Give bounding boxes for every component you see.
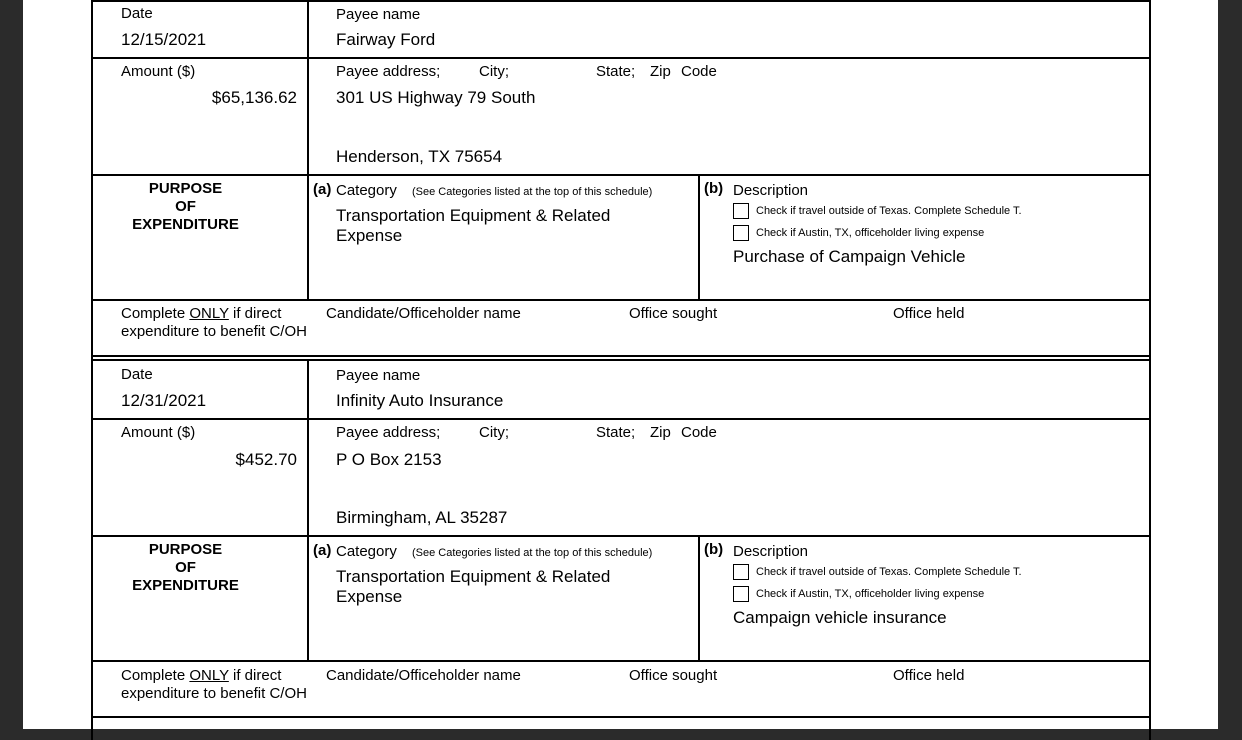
payee-name-value: Infinity Auto Insurance — [336, 391, 504, 410]
expenditure-word: EXPENDITURE — [132, 216, 239, 233]
address-line2: Henderson, TX 75654 — [336, 147, 503, 166]
payee-address-label: Payee address; — [336, 424, 441, 441]
date-value: 12/15/2021 — [121, 30, 207, 49]
purpose-heading — [93, 180, 278, 234]
office-held-label: Office held — [893, 667, 965, 684]
category-line2: Expense — [336, 587, 403, 606]
zip-label: Zip — [650, 63, 671, 80]
purpose-word: PURPOSE — [148, 541, 223, 558]
office-held-label: Office held — [893, 305, 965, 322]
purpose-heading — [93, 541, 278, 595]
travel-checkbox-label: Check if travel outside of Texas. Complete Schedule T. — [756, 566, 1022, 578]
amount-value: $65,136.62 — [211, 88, 297, 107]
category-line2: Expense — [336, 226, 403, 245]
state-label: State; — [596, 424, 636, 441]
description-label: Description — [733, 182, 809, 199]
expenditure-form — [91, 0, 1151, 740]
category-line1: Transportation Equipment & Related — [336, 567, 611, 586]
category-label: Category — [336, 543, 397, 560]
only-word: ONLY — [189, 667, 229, 684]
austin-checkbox[interactable] — [733, 586, 749, 602]
benefit-text: expenditure to benefit C/OH — [121, 685, 307, 702]
travel-checkbox[interactable] — [733, 203, 749, 219]
complete-word: Complete — [121, 305, 186, 322]
category-note: (See Categories listed at the top of this schedule) — [412, 186, 653, 198]
travel-checkbox[interactable] — [733, 564, 749, 580]
category-note: (See Categories listed at the top of this schedule) — [412, 547, 653, 559]
if-direct-word: if direct — [233, 667, 282, 684]
description-b-marker: (b) — [704, 180, 724, 197]
state-label: State; — [596, 63, 636, 80]
city-label: City; — [479, 63, 509, 80]
amount-label: Amount ($) — [121, 63, 196, 80]
entry-divider — [93, 355, 1149, 361]
address-line1: P O Box 2153 — [336, 450, 442, 469]
office-sought-label: Office sought — [629, 667, 718, 684]
office-sought-label: Office sought — [629, 305, 718, 322]
category-a-marker: (a) — [313, 542, 332, 559]
city-label: City; — [479, 424, 509, 441]
austin-checkbox[interactable] — [733, 225, 749, 241]
code-label: Code — [681, 63, 717, 80]
zip-label: Zip — [650, 424, 671, 441]
expenditure-word: EXPENDITURE — [132, 577, 239, 594]
purpose-word: PURPOSE — [148, 180, 223, 197]
payee-name-label: Payee name — [336, 6, 421, 23]
candidate-label: Candidate/Officeholder name — [326, 667, 521, 684]
of-word: OF — [175, 198, 196, 215]
austin-checkbox-label: Check if Austin, TX, officeholder living expense — [756, 588, 985, 600]
description-value: Campaign vehicle insurance — [733, 608, 947, 627]
category-label: Category — [336, 182, 397, 199]
description-label: Description — [733, 543, 809, 560]
complete-only-text — [121, 305, 281, 322]
date-label: Date — [121, 5, 153, 22]
category-a-marker: (a) — [313, 181, 332, 198]
travel-checkbox-label: Check if travel outside of Texas. Complete Schedule T. — [756, 205, 1022, 217]
description-value: Purchase of Campaign Vehicle — [733, 247, 966, 266]
code-label: Code — [681, 424, 717, 441]
candidate-label: Candidate/Officeholder name — [326, 305, 521, 322]
of-word: OF — [175, 559, 196, 576]
payee-address-label: Payee address; — [336, 63, 441, 80]
only-word: ONLY — [189, 305, 229, 322]
date-value: 12/31/2021 — [121, 391, 207, 410]
description-b-marker: (b) — [704, 541, 724, 558]
date-label: Date — [121, 366, 153, 383]
category-line1: Transportation Equipment & Related — [336, 206, 611, 225]
complete-word: Complete — [121, 667, 186, 684]
address-line2: Birmingham, AL 35287 — [336, 508, 508, 527]
payee-name-value: Fairway Ford — [336, 30, 436, 49]
address-line1: 301 US Highway 79 South — [336, 88, 536, 107]
amount-value: $452.70 — [235, 450, 297, 469]
complete-only-text — [121, 667, 281, 684]
benefit-text: expenditure to benefit C/OH — [121, 323, 307, 340]
austin-checkbox-label: Check if Austin, TX, officeholder living expense — [756, 227, 985, 239]
amount-label: Amount ($) — [121, 424, 196, 441]
if-direct-word: if direct — [233, 305, 282, 322]
payee-name-label: Payee name — [336, 367, 421, 384]
